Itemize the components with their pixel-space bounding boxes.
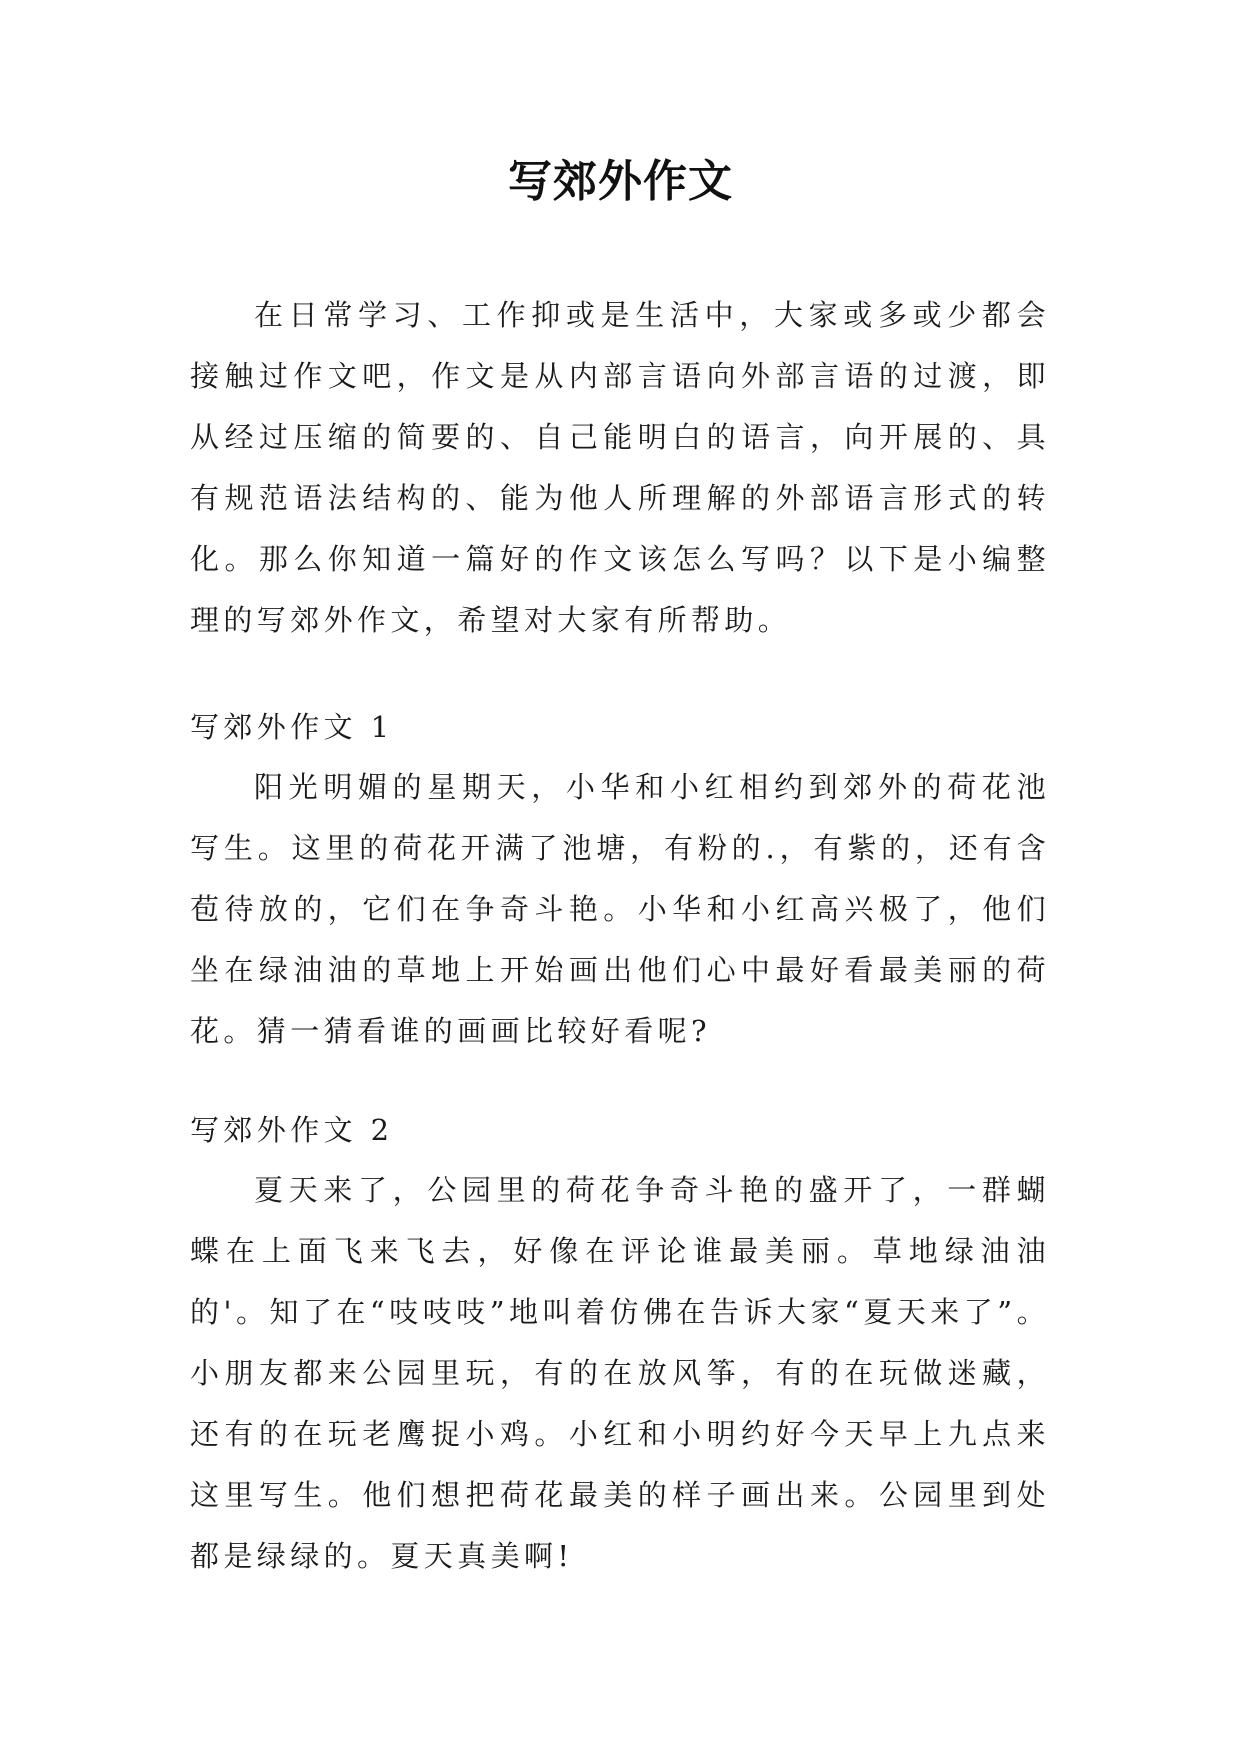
intro-paragraph: 在日常学习、工作抑或是生活中，大家或多或少都会接触过作文吧，作文是从内部言语向外部言语的过渡，即从经过压缩的简要的、自己能明白的语言，向开展的、具有规范语法结构的、能为他人所理解的外部语言形式的转化。那么你知道一篇好的作文该怎么写吗？以下是小编整理的写郊外作文，希望对大家有所帮助。 [190,298,1050,637]
section-heading-1: 写郊外作文 1 [190,710,394,744]
document-title: 写郊外作文 [508,156,733,207]
section-heading-2: 写郊外作文 2 [190,1113,394,1147]
section-body-2: 夏天来了，公园里的荷花争奇斗艳的盛开了，一群蝴蝶在上面飞来飞去，好像在评论谁最美丽。草地绿油油的'。知了在“吱吱吱”地叫着仿佛在告诉大家“夏天来了”。小朋友都来公园里玩，有的在放风筝，有的在玩做迷藏，还有的在玩老鹰捉小鸡。小红和小明约好今天早上九点来这里写生。他们想把荷花最美的样子画出来。公园里到处都是绿绿的。夏天真美啊! [190,1173,1050,1573]
section-body-1: 阳光明媚的星期天，小华和小红相约到郊外的荷花池写生。这里的荷花开满了池塘，有粉的.，有紫的，还有含苞待放的，它们在争奇斗艳。小华和小红高兴极了，他们坐在绿油油的草地上开始画出他们心中最好看最美丽的荷花。猜一猜看谁的画画比较好看呢? [190,770,1050,1048]
